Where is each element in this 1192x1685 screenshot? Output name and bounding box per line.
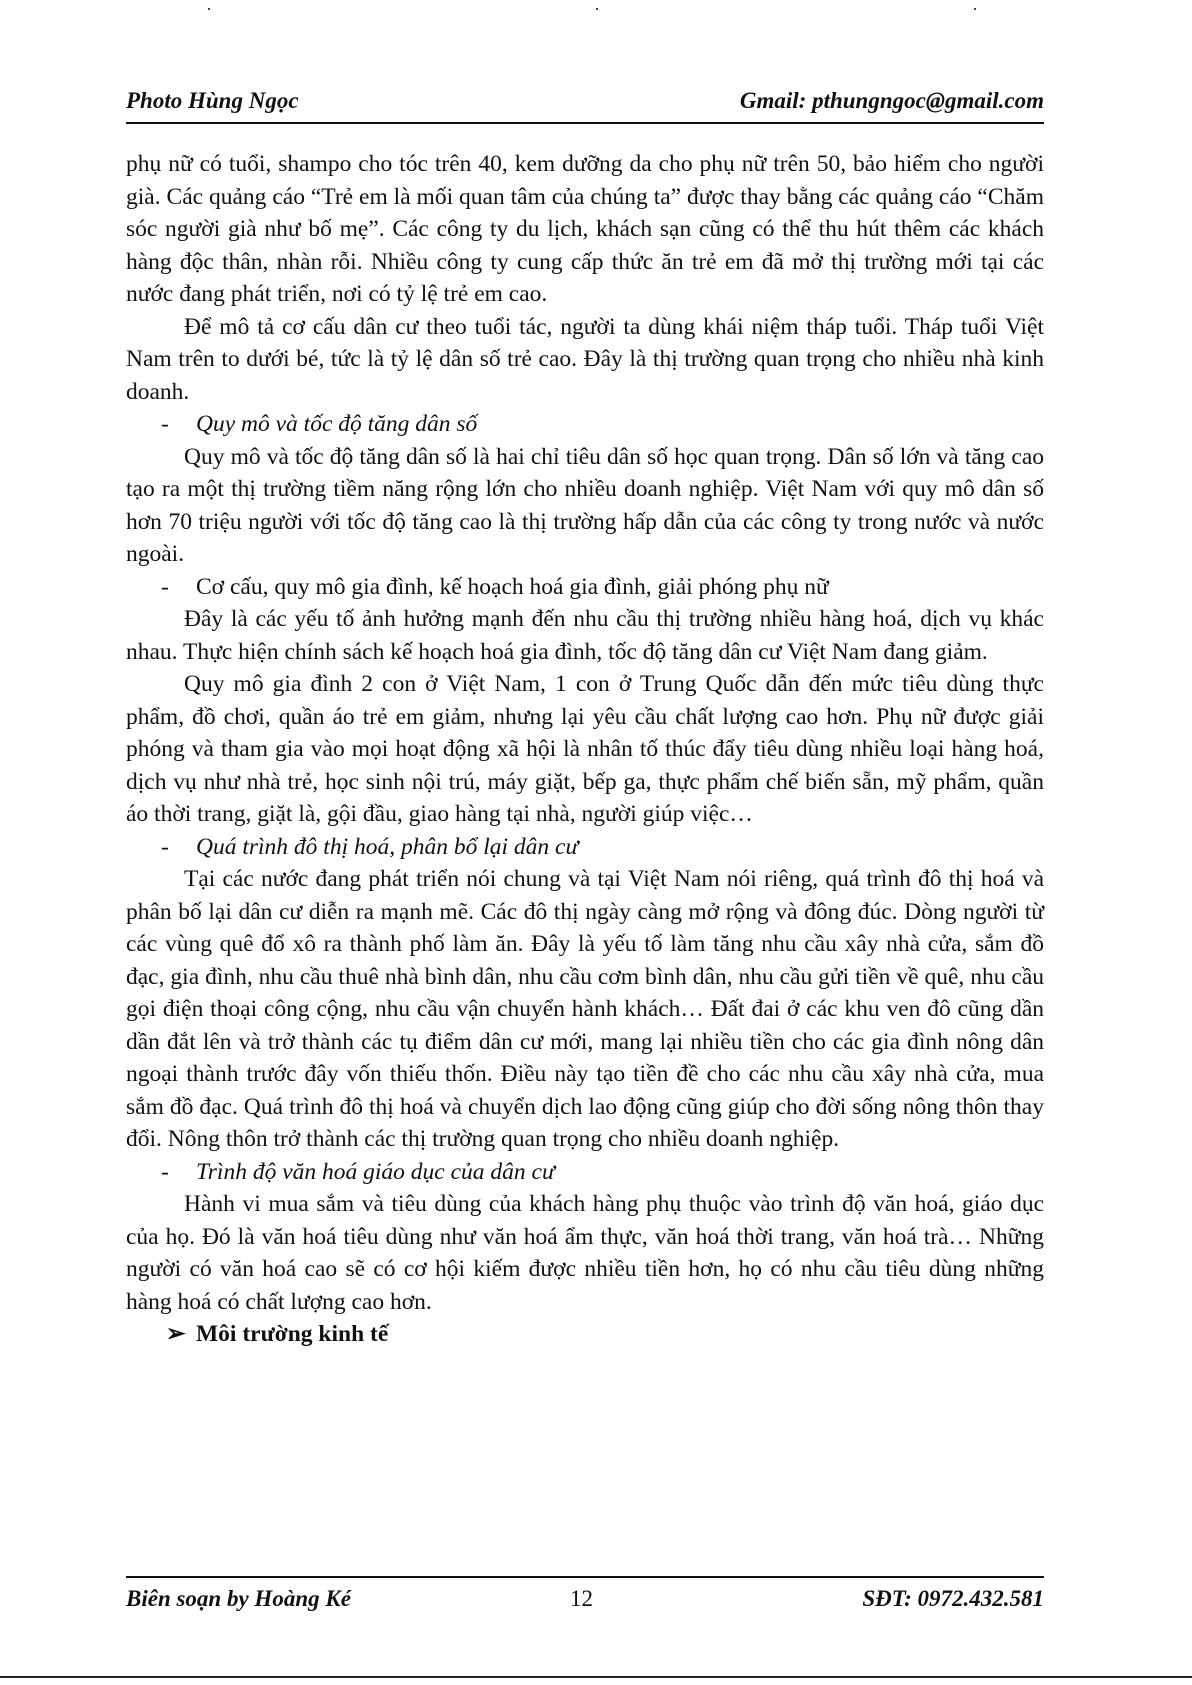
scan-mark	[974, 8, 976, 10]
section-heading-text: Quy mô và tốc độ tăng dân số	[196, 411, 478, 437]
paragraph: Tại các nước đang phát triển nói chung và tại Việt Nam nói riêng, quá trình đô thị hoá và phân bố lại dân cư diễn ra mạnh mẽ. Các đô thị ngày càng mở rộng và đông đúc. Dòng người từ các vùng quê đổ xô ra thành phố làm ăn. Đây là yếu tố làm tăng nhu cầu xây nhà cửa, sắm đồ đạc, gia đình, nhu cầu thuê nhà bình dân, nhu cầu cơm bình dân, nhu cầu gửi tiền về quê, nhu cầu gọi điện thoại công cộng, nhu cầu vận chuyển hành khách… Đất đai ở các khu ven đô cũng dần dần đắt lên và trở thành các tụ điểm dân cư mới, mang lại nhiều tiền cho các gia đình nông dân ngoại thành trước đây vốn thiếu thốn. Điều này tạo tiền đề cho các nhu cầu xây nhà cửa, mua sắm đồ đạc. Quá trình đô thị hoá và chuyển dịch lao động cũng giúp cho đời sống nông thôn thay đổi. Nông thôn trở thành các thị trường quan trọng cho nhiều doanh nghiệp.	[126, 866, 1044, 1152]
page-body	[126, 148, 1044, 1351]
arrow-bullet-icon: ➢	[166, 1321, 186, 1347]
section-heading-text: Quá trình đô thị hoá, phân bổ lại dân cư	[196, 833, 579, 860]
scan-mark	[208, 8, 210, 10]
page-header	[126, 88, 1044, 124]
bold-heading-text: Môi trường kinh tế	[196, 1321, 389, 1347]
paragraph: Quy mô gia đình 2 con ở Việt Nam, 1 con ở Trung Quốc dẫn đến mức tiêu dùng thực phẩm, đồ chơi, quần áo trẻ em giảm, nhưng lại yêu cầu chất lượng cao hơn. Phụ nữ được giải phóng và tham gia vào mọi hoạt động xã hội là nhân tố thúc đẩy tiêu dùng nhiều loại hàng hoá, dịch vụ như nhà trẻ, học sinh nội trú, máy giặt, bếp ga, thực phẩm chế biến sẵn, mỹ phẩm, quần áo thời trang, giặt là, gội đầu, giao hàng tại nhà, người giúp việc…	[126, 671, 1044, 827]
section-heading-text: Cơ cấu, quy mô gia đình, kế hoạch hoá gia đình, giải phóng phụ nữ	[196, 573, 829, 600]
dash-bullet: -	[161, 1158, 169, 1185]
paragraph: Quy mô và tốc độ tăng dân số là hai chỉ tiêu dân số học quan trọng. Dân số lớn và tăng cao tạo ra một thị trường tiềm năng rộng lớn cho nhiều doanh nghiệp. Việt Nam với quy mô dân số hơn 70 triệu người với tốc độ tăng cao là thị trường hấp dẫn của các công ty trong nước và nước ngoài.	[126, 443, 1044, 567]
paragraph: Đây là các yếu tố ảnh hưởng mạnh đến nhu cầu thị trường nhiều hàng hoá, dịch vụ khác nhau. Thực hiện chính sách kế hoạch hoá gia đình, tốc độ tăng dân cư Việt Nam đang giảm.	[126, 606, 1044, 665]
scan-edge-line	[0, 1676, 1192, 1678]
page-number: 12	[570, 1586, 593, 1611]
paragraph: Hành vi mua sắm và tiêu dùng của khách hàng phụ thuộc vào trình độ văn hoá, giáo dục của họ. Đó là văn hoá tiêu dùng như văn hoá ẩm thực, văn hoá thời trang, văn hoá trà… Những người có văn hoá cao sẽ có cơ hội kiếm được nhiều tiền hơn, họ có nhu cầu tiêu dùng những hàng hoá có chất lượng cao hơn.	[126, 1191, 1044, 1315]
dash-bullet: -	[161, 833, 169, 860]
section-heading	[126, 1156, 1044, 1189]
section-heading	[126, 831, 1044, 864]
header-email: Gmail: pthungngoc@gmail.com	[739, 88, 1044, 113]
scan-mark	[596, 8, 598, 10]
footer-author: Biên soạn by Hoàng Ké	[126, 1586, 351, 1611]
section-heading	[126, 571, 1044, 604]
paragraph: phụ nữ có tuổi, shampo cho tóc trên 40, kem dưỡng da cho phụ nữ trên 50, bảo hiểm cho người già. Các quảng cáo “Trẻ em là mối quan tâm của chúng ta” được thay bằng các quảng cáo “Chăm sóc người già như bố mẹ”. Các công ty du lịch, khách sạn cũng có thể thu hút thêm các khách hàng độc thân, nhàn rỗi. Nhiều công ty cung cấp thức ăn trẻ em đã mở thị trường mới tại các nước đang phát triển, nơi có tỷ lệ trẻ em cao.	[126, 151, 1044, 307]
page-footer	[126, 1576, 1044, 1622]
dash-bullet: -	[161, 573, 169, 600]
footer-phone: SĐT: 0972.432.581	[862, 1586, 1044, 1611]
header-title: Photo Hùng Ngọc	[126, 88, 299, 113]
paragraph: Để mô tả cơ cấu dân cư theo tuổi tác, người ta dùng khái niệm tháp tuổi. Tháp tuổi Việt Nam trên to dưới bé, tức là tỷ lệ dân số trẻ cao. Đây là thị trường quan trọng cho nhiều nhà kinh doanh.	[126, 313, 1044, 405]
dash-bullet: -	[161, 411, 169, 437]
section-heading	[126, 408, 1044, 441]
bold-heading	[126, 1318, 1044, 1351]
section-heading-text: Trình độ văn hoá giáo dục của dân cư	[196, 1158, 555, 1185]
